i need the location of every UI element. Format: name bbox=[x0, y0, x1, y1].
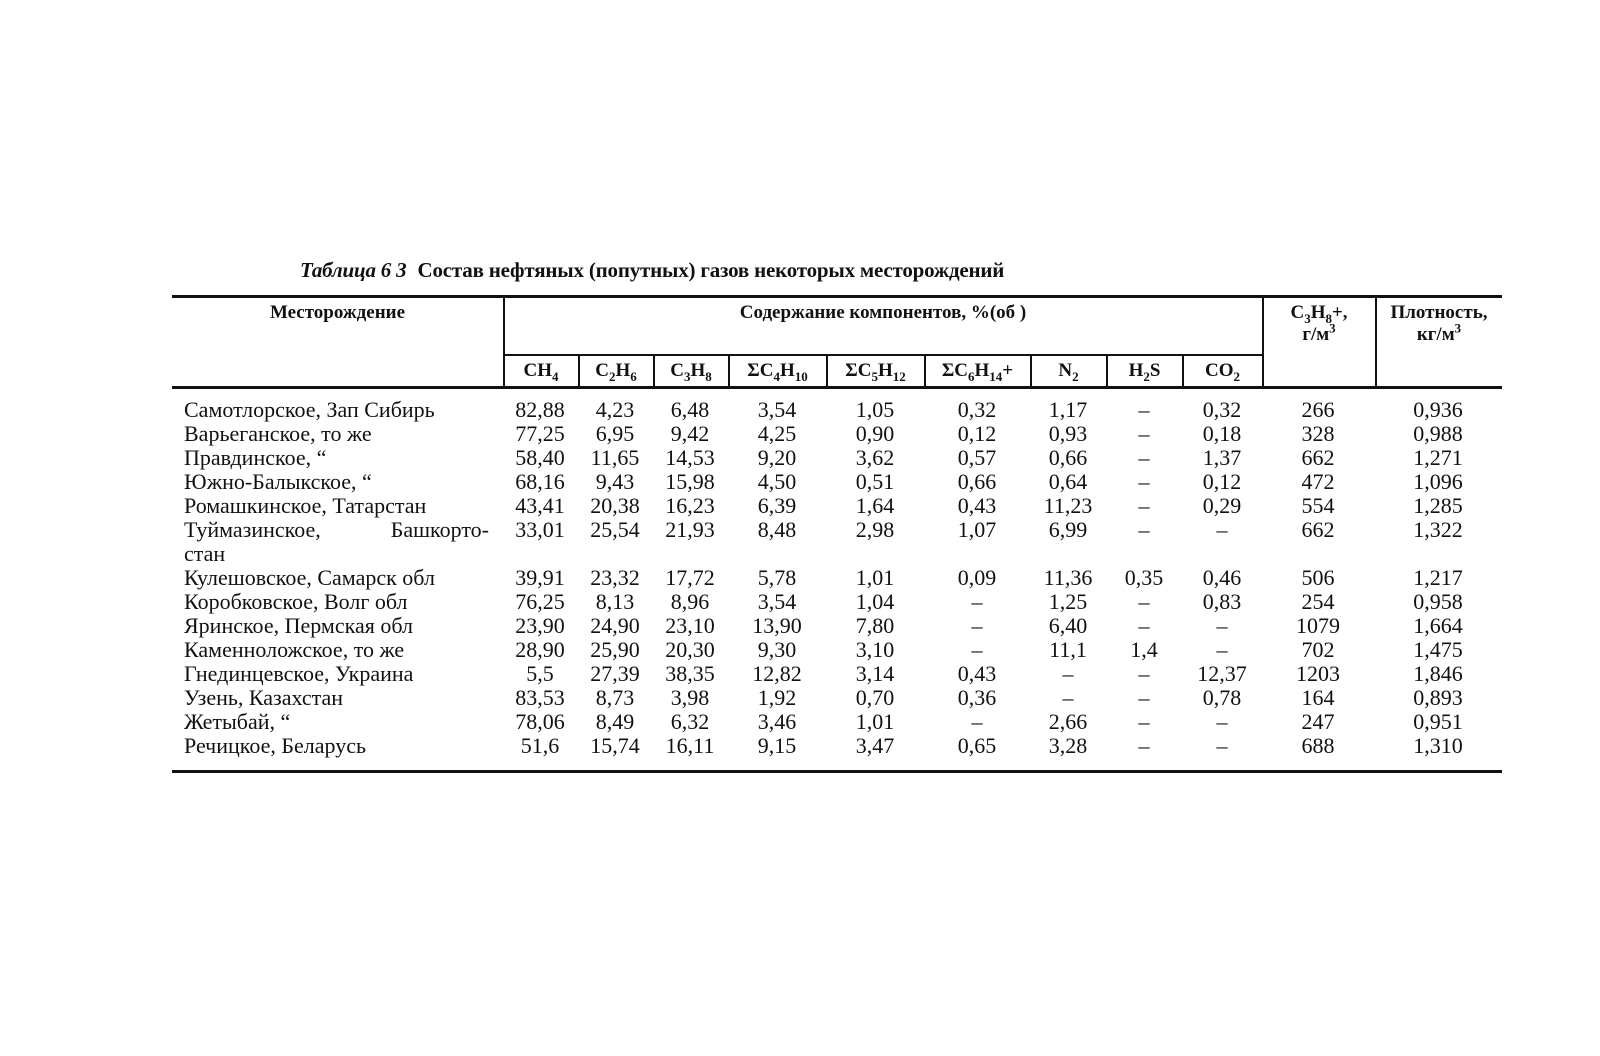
field-name-cell: Коробковское, Волг обл bbox=[184, 589, 408, 614]
table-row bbox=[172, 398, 1502, 422]
value-cell: 8,48 bbox=[757, 517, 797, 542]
value-cell: 328 bbox=[1301, 421, 1335, 446]
value-cell: 20,38 bbox=[590, 493, 640, 518]
value-cell: – bbox=[1216, 517, 1228, 542]
table-title: Состав нефтяных (попутных) газов некоторых месторождений bbox=[417, 258, 1005, 282]
value-cell: 3,46 bbox=[757, 709, 797, 734]
value-cell: 2,66 bbox=[1048, 709, 1088, 734]
value-cell: 0,64 bbox=[1048, 469, 1088, 494]
value-cell: 9,20 bbox=[757, 445, 797, 470]
value-cell: 17,72 bbox=[665, 565, 715, 590]
value-cell: 3,14 bbox=[855, 661, 895, 686]
value-cell: – bbox=[1138, 709, 1150, 734]
value-cell: 24,90 bbox=[590, 613, 640, 638]
value-cell: 0,70 bbox=[855, 685, 895, 710]
value-cell: 8,73 bbox=[595, 685, 635, 710]
value-cell: 15,98 bbox=[665, 469, 715, 494]
value-cell: 9,42 bbox=[670, 421, 710, 446]
value-cell: 9,43 bbox=[595, 469, 635, 494]
value-cell: 1,07 bbox=[957, 517, 997, 542]
value-cell: – bbox=[1138, 493, 1150, 518]
value-cell: 38,35 bbox=[665, 661, 715, 686]
value-cell: 7,80 bbox=[855, 613, 895, 638]
field-name-cell: Речицкое, Беларусь bbox=[184, 733, 367, 758]
value-cell: 6,48 bbox=[670, 397, 710, 422]
value-cell: 20,30 bbox=[665, 637, 715, 662]
value-cell: 2,98 bbox=[855, 517, 895, 542]
value-cell: 1,17 bbox=[1048, 397, 1088, 422]
table-top-rule bbox=[172, 295, 1502, 298]
value-cell: 1,92 bbox=[757, 685, 797, 710]
value-cell: – bbox=[1216, 613, 1228, 638]
value-cell: – bbox=[1138, 685, 1150, 710]
header-density-line1: Плотность, bbox=[1390, 302, 1488, 323]
field-name-cell: Каменноложское, то же bbox=[184, 637, 405, 662]
table-row bbox=[172, 638, 1502, 662]
value-cell: 1,285 bbox=[1413, 493, 1463, 518]
table-caption bbox=[300, 258, 1004, 283]
value-cell: 5,78 bbox=[757, 565, 797, 590]
value-cell: 662 bbox=[1301, 517, 1335, 542]
value-cell: 1,310 bbox=[1413, 733, 1463, 758]
value-cell: – bbox=[1062, 685, 1074, 710]
value-cell: – bbox=[1138, 613, 1150, 638]
value-cell: 0,66 bbox=[1048, 445, 1088, 470]
value-cell: 472 bbox=[1301, 469, 1335, 494]
header-components-group: Содержание компонентов, %(об ) bbox=[739, 302, 1027, 323]
header-density-line2: $кг/м^3$ bbox=[1416, 320, 1462, 345]
value-cell: 3,54 bbox=[757, 589, 797, 614]
value-cell: 0,951 bbox=[1413, 709, 1463, 734]
value-cell: 1,475 bbox=[1413, 637, 1463, 662]
value-cell: 0,83 bbox=[1202, 589, 1242, 614]
column-c6h14: $\Sigma C_6H_{14}+$ bbox=[941, 360, 1014, 384]
value-cell: 0,46 bbox=[1202, 565, 1242, 590]
header-field: Месторождение bbox=[269, 302, 406, 323]
header-density bbox=[1376, 302, 1502, 346]
table-row bbox=[172, 422, 1502, 446]
value-cell: 27,39 bbox=[590, 661, 640, 686]
field-name-part: стан bbox=[184, 541, 226, 566]
value-cell: 82,88 bbox=[515, 397, 565, 422]
header-c3-plus bbox=[1263, 302, 1375, 346]
value-cell: 1079 bbox=[1296, 613, 1340, 638]
value-cell: 0,988 bbox=[1413, 421, 1463, 446]
field-name-cell: Правдинское, “ bbox=[184, 445, 327, 470]
value-cell: 21,93 bbox=[665, 517, 715, 542]
column-c3h8: $C_3H_8$ bbox=[670, 360, 712, 384]
value-cell: – bbox=[1138, 589, 1150, 614]
header-c3-line2: $г/м^3$ bbox=[1302, 320, 1336, 345]
value-cell: 1,4 bbox=[1130, 637, 1158, 662]
value-cell: 33,01 bbox=[515, 517, 565, 542]
field-name-cell: Гнединцевское, Украина bbox=[184, 661, 414, 686]
value-cell: 0,29 bbox=[1202, 493, 1242, 518]
value-cell: 0,36 bbox=[957, 685, 997, 710]
value-cell: 51,6 bbox=[520, 733, 560, 758]
value-cell: 28,90 bbox=[515, 637, 565, 662]
value-cell: 12,82 bbox=[752, 661, 802, 686]
value-cell: 11,36 bbox=[1043, 565, 1093, 590]
value-cell: 3,54 bbox=[757, 397, 797, 422]
value-cell: 15,74 bbox=[590, 733, 640, 758]
value-cell: 6,95 bbox=[595, 421, 635, 446]
value-cell: – bbox=[971, 709, 983, 734]
value-cell: 4,23 bbox=[595, 397, 635, 422]
value-cell: – bbox=[1138, 517, 1150, 542]
field-name-cell: Самотлорское, Зап Сибирь bbox=[184, 397, 435, 422]
value-cell: – bbox=[1138, 661, 1150, 686]
table-row bbox=[172, 686, 1502, 710]
value-cell: 43,41 bbox=[515, 493, 565, 518]
value-cell: 662 bbox=[1301, 445, 1335, 470]
table-row bbox=[172, 518, 1502, 566]
column-c2h6: $C_2H_6$ bbox=[595, 360, 637, 384]
value-cell: 6,40 bbox=[1048, 613, 1088, 638]
value-cell: 254 bbox=[1301, 589, 1335, 614]
value-cell: 11,23 bbox=[1043, 493, 1093, 518]
field-name-cell: Яринское, Пермская обл bbox=[184, 613, 413, 638]
value-cell: 3,10 bbox=[855, 637, 895, 662]
value-cell: – bbox=[1062, 661, 1074, 686]
value-cell: 0,893 bbox=[1413, 685, 1463, 710]
value-cell: 0,936 bbox=[1413, 397, 1463, 422]
value-cell: 83,53 bbox=[515, 685, 565, 710]
value-cell: 77,25 bbox=[515, 421, 565, 446]
value-cell: 1,664 bbox=[1413, 613, 1463, 638]
value-cell: 78,06 bbox=[515, 709, 565, 734]
value-cell: 9,15 bbox=[757, 733, 797, 758]
value-cell: 0,43 bbox=[957, 493, 997, 518]
table-row bbox=[172, 614, 1502, 638]
value-cell: 58,40 bbox=[515, 445, 565, 470]
table-row bbox=[172, 590, 1502, 614]
value-cell: 76,25 bbox=[515, 589, 565, 614]
value-cell: 3,62 bbox=[855, 445, 895, 470]
value-cell: 23,32 bbox=[590, 565, 640, 590]
value-cell: 0,18 bbox=[1202, 421, 1242, 446]
field-name-cell: Кулешовское, Самарск обл bbox=[184, 565, 435, 590]
value-cell: – bbox=[1138, 469, 1150, 494]
value-cell: 4,50 bbox=[757, 469, 797, 494]
value-cell: 1,05 bbox=[855, 397, 895, 422]
value-cell: 266 bbox=[1301, 397, 1335, 422]
value-cell: 12,37 bbox=[1197, 661, 1247, 686]
value-cell: – bbox=[1138, 421, 1150, 446]
value-cell: 8,49 bbox=[595, 709, 635, 734]
value-cell: 1,096 bbox=[1413, 469, 1463, 494]
table-row bbox=[172, 470, 1502, 494]
value-cell: 702 bbox=[1301, 637, 1335, 662]
field-name-cell: Варьеганское, то же bbox=[184, 421, 372, 446]
value-cell: 68,16 bbox=[515, 469, 565, 494]
value-cell: 164 bbox=[1301, 685, 1335, 710]
field-name-cell: Южно-Балыкское, “ bbox=[184, 469, 372, 494]
value-cell: 25,90 bbox=[590, 637, 640, 662]
value-cell: 0,12 bbox=[957, 421, 997, 446]
value-cell: – bbox=[1216, 637, 1228, 662]
value-cell: 688 bbox=[1301, 733, 1335, 758]
table-row bbox=[172, 734, 1502, 758]
field-name-cell: Узень, Казахстан bbox=[184, 685, 344, 710]
value-cell: 1,01 bbox=[855, 709, 895, 734]
value-cell: 3,28 bbox=[1048, 733, 1088, 758]
value-cell: 9,30 bbox=[757, 637, 797, 662]
value-cell: 1,25 bbox=[1048, 589, 1088, 614]
table-header-rule bbox=[172, 386, 1502, 389]
table-row bbox=[172, 494, 1502, 518]
value-cell: – bbox=[1138, 397, 1150, 422]
column-h2s: $H_2S$ bbox=[1128, 360, 1161, 384]
value-cell: – bbox=[1138, 445, 1150, 470]
value-cell: 4,25 bbox=[757, 421, 797, 446]
value-cell: 0,12 bbox=[1202, 469, 1242, 494]
field-name-part: Туймазинское, bbox=[184, 517, 321, 542]
field-name-cell bbox=[184, 518, 489, 566]
value-cell: 1,37 bbox=[1202, 445, 1242, 470]
value-cell: 6,32 bbox=[670, 709, 710, 734]
value-cell: – bbox=[971, 637, 983, 662]
value-cell: 1,217 bbox=[1413, 565, 1463, 590]
value-cell: 23,10 bbox=[665, 613, 715, 638]
value-cell: 8,96 bbox=[670, 589, 710, 614]
field-name-cell: Ромашкинское, Татарстан bbox=[184, 493, 427, 518]
column-co2: $CO_2$ bbox=[1205, 360, 1240, 384]
value-cell: 1,271 bbox=[1413, 445, 1463, 470]
value-cell: 5,5 bbox=[526, 661, 554, 686]
value-cell: 0,57 bbox=[957, 445, 997, 470]
value-cell: 0,09 bbox=[957, 565, 997, 590]
value-cell: 0,78 bbox=[1202, 685, 1242, 710]
value-cell: 1,64 bbox=[855, 493, 895, 518]
value-cell: 554 bbox=[1301, 493, 1335, 518]
value-cell: 0,35 bbox=[1124, 565, 1164, 590]
value-cell: 25,54 bbox=[590, 517, 640, 542]
value-cell: – bbox=[971, 589, 983, 614]
value-cell: 6,39 bbox=[757, 493, 797, 518]
value-cell: 0,32 bbox=[957, 397, 997, 422]
value-cell: 16,23 bbox=[665, 493, 715, 518]
value-cell: 39,91 bbox=[515, 565, 565, 590]
value-cell: 11,1 bbox=[1049, 637, 1087, 662]
value-cell: 14,53 bbox=[665, 445, 715, 470]
value-cell: 1,322 bbox=[1413, 517, 1463, 542]
value-cell: 0,43 bbox=[957, 661, 997, 686]
table-row bbox=[172, 566, 1502, 590]
value-cell: 3,98 bbox=[670, 685, 710, 710]
value-cell: 0,66 bbox=[957, 469, 997, 494]
value-cell: 0,90 bbox=[855, 421, 895, 446]
value-cell: 1203 bbox=[1296, 661, 1340, 686]
column-c4h10: $\Sigma C_4H_{10}$ bbox=[747, 360, 808, 384]
value-cell: 0,93 bbox=[1048, 421, 1088, 446]
value-cell: – bbox=[1216, 709, 1228, 734]
value-cell: 247 bbox=[1301, 709, 1335, 734]
field-name-cell: Жетыбай, “ bbox=[184, 709, 291, 734]
table-row bbox=[172, 446, 1502, 470]
value-cell: 16,11 bbox=[665, 733, 715, 758]
value-cell: 23,90 bbox=[515, 613, 565, 638]
value-cell: 1,04 bbox=[855, 589, 895, 614]
value-cell: 6,99 bbox=[1048, 517, 1088, 542]
value-cell: 1,846 bbox=[1413, 661, 1463, 686]
value-cell: 0,51 bbox=[855, 469, 895, 494]
value-cell: 506 bbox=[1301, 565, 1335, 590]
value-cell: – bbox=[1138, 733, 1150, 758]
table-row bbox=[172, 662, 1502, 686]
value-cell: 8,13 bbox=[595, 589, 635, 614]
value-cell: 1,01 bbox=[855, 565, 895, 590]
table-row bbox=[172, 710, 1502, 734]
value-cell: – bbox=[1216, 733, 1228, 758]
column-c5h12: $\Sigma C_5H_{12}$ bbox=[845, 360, 906, 384]
value-cell: 0,32 bbox=[1202, 397, 1242, 422]
value-cell: 0,65 bbox=[957, 733, 997, 758]
table-number: Таблица 6 3 bbox=[300, 258, 407, 282]
value-cell: 0,958 bbox=[1413, 589, 1463, 614]
column-n2: $N_2$ bbox=[1058, 360, 1079, 384]
value-cell: – bbox=[971, 613, 983, 638]
header-c3-line1: $С_3Н_8+$, bbox=[1290, 302, 1348, 326]
value-cell: 13,90 bbox=[752, 613, 802, 638]
value-cell: 3,47 bbox=[855, 733, 895, 758]
column-ch4: $CH_4$ bbox=[523, 360, 559, 384]
field-name-part: Башкорто- bbox=[390, 517, 489, 542]
table-bottom-rule bbox=[172, 770, 1502, 773]
table-body bbox=[172, 398, 1502, 758]
value-cell: 11,65 bbox=[590, 445, 640, 470]
